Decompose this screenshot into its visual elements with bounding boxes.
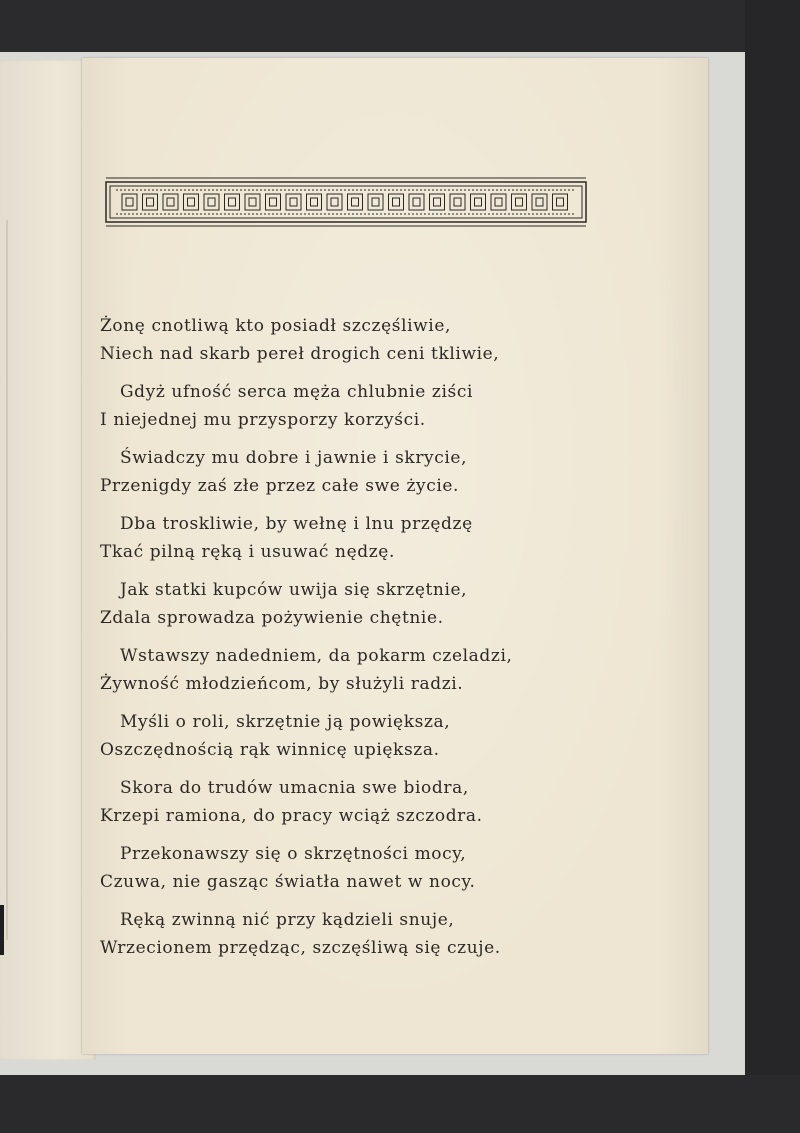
poem-stanza bbox=[100, 576, 660, 632]
ornament-cell bbox=[512, 194, 527, 210]
ornament-cell bbox=[409, 194, 424, 210]
poem-stanza bbox=[100, 444, 660, 500]
ornament-cell-inner bbox=[147, 198, 154, 206]
ornament-cell bbox=[348, 194, 363, 210]
poem-line: Wrzecionem przędząc, szczęśliwą się czuje. bbox=[100, 938, 501, 958]
poem-stanza bbox=[100, 906, 660, 962]
ornament-cell-inner bbox=[167, 198, 174, 206]
ornament-cell bbox=[307, 194, 322, 210]
ornament-cell bbox=[286, 194, 301, 210]
ornament-cell bbox=[143, 194, 158, 210]
poem-line: Żonę cnotliwą kto posiadł szczęśliwie, bbox=[100, 316, 452, 336]
poem-stanza bbox=[100, 312, 660, 368]
poem-line: Jak statki kupców uwija się skrzętnie, bbox=[120, 580, 468, 600]
poem-line: Zdala sprowadza pożywienie chętnie. bbox=[100, 608, 444, 628]
poem-stanza bbox=[100, 708, 660, 764]
ornament-cell bbox=[450, 194, 465, 210]
leaf-dark-mark bbox=[0, 905, 4, 955]
ornament-cell bbox=[430, 194, 445, 210]
ornament-cell bbox=[327, 194, 342, 210]
ornament-cell bbox=[389, 194, 404, 210]
ornament-cell-inner bbox=[208, 198, 215, 206]
poem-stanza bbox=[100, 378, 660, 434]
poem-line: Przekonawszy się o skrzętności mocy, bbox=[120, 844, 467, 864]
poem-line: Ręką zwinną nić przy kądzieli snuje, bbox=[120, 910, 455, 930]
ornament-cell-inner bbox=[393, 198, 400, 206]
decorative-header-ornament bbox=[104, 176, 588, 228]
poem-stanza bbox=[100, 642, 660, 698]
ornament-cell-inner bbox=[557, 198, 564, 206]
ornament-cell bbox=[184, 194, 199, 210]
poem-line: Niech nad skarb pereł drogich ceni tkliwie, bbox=[100, 344, 500, 364]
poem-line: Żywność młodzieńcom, by służyli radzi. bbox=[100, 674, 464, 694]
poem-line: Skora do trudów umacnia swe biodra, bbox=[120, 778, 469, 798]
poem-line: Świadczy mu dobre i jawnie i skrycie, bbox=[120, 448, 468, 468]
ornament-cell-inner bbox=[434, 198, 441, 206]
ornament-cell bbox=[532, 194, 547, 210]
ornament-cell bbox=[225, 194, 240, 210]
poem-line: Krzepi ramiona, do pracy wciąż szczodra. bbox=[100, 806, 483, 826]
ornament-cell-inner bbox=[352, 198, 359, 206]
ornament-cell-inner bbox=[413, 198, 420, 206]
ornament-cell-inner bbox=[249, 198, 256, 206]
ornament-cell bbox=[491, 194, 506, 210]
poem-line: I niejednej mu przysporzy korzyści. bbox=[100, 410, 426, 430]
ornament-cell bbox=[553, 194, 568, 210]
ornament-cell-inner bbox=[290, 198, 297, 206]
poem-line: Myśli o roli, skrzętnie ją powiększa, bbox=[120, 712, 451, 732]
ornament-cell-inner bbox=[454, 198, 461, 206]
poem-text bbox=[100, 312, 660, 972]
poem-stanza bbox=[100, 840, 660, 896]
ornament-cell-inner bbox=[495, 198, 502, 206]
poem-line: Tkać pilną ręką i usuwać nędzę. bbox=[100, 542, 395, 562]
scan-background-top bbox=[0, 0, 800, 52]
scan-background-bottom bbox=[0, 1075, 800, 1133]
scan-background-right bbox=[745, 0, 800, 1133]
poem-line: Oszczędnością rąk winnicę upiększa. bbox=[100, 740, 440, 760]
poem-line: Dba troskliwie, by wełnę i lnu przędzę bbox=[120, 514, 473, 534]
ornament-cell-inner bbox=[536, 198, 543, 206]
ornament-cell bbox=[204, 194, 219, 210]
poem-stanza bbox=[100, 774, 660, 830]
poem-line: Gdyż ufność serca męża chlubnie ziści bbox=[120, 382, 474, 402]
ornament-cell-inner bbox=[126, 198, 133, 206]
ornament-cell bbox=[266, 194, 281, 210]
ornament-cell-inner bbox=[270, 198, 277, 206]
ornament-cell-inner bbox=[475, 198, 482, 206]
ornament-cell bbox=[163, 194, 178, 210]
ornament-cell bbox=[122, 194, 137, 210]
poem-line: Czuwa, nie gasząc światła nawet w nocy. bbox=[100, 872, 476, 892]
ornament-cell-inner bbox=[311, 198, 318, 206]
ornament-cell-inner bbox=[331, 198, 338, 206]
poem-line: Wstawszy nadedniem, da pokarm czeladzi, bbox=[120, 646, 513, 666]
ornament-cell bbox=[245, 194, 260, 210]
poem-line: Przenigdy zaś złe przez całe swe życie. bbox=[100, 476, 460, 496]
ornament-cell-inner bbox=[229, 198, 236, 206]
poem-stanza bbox=[100, 510, 660, 566]
ornament-cell bbox=[368, 194, 383, 210]
ornament-cell bbox=[471, 194, 486, 210]
ornament-cell-inner bbox=[372, 198, 379, 206]
leaf-edge-line bbox=[6, 220, 8, 940]
ornament-cell-inner bbox=[188, 198, 195, 206]
ornament-cell-inner bbox=[516, 198, 523, 206]
